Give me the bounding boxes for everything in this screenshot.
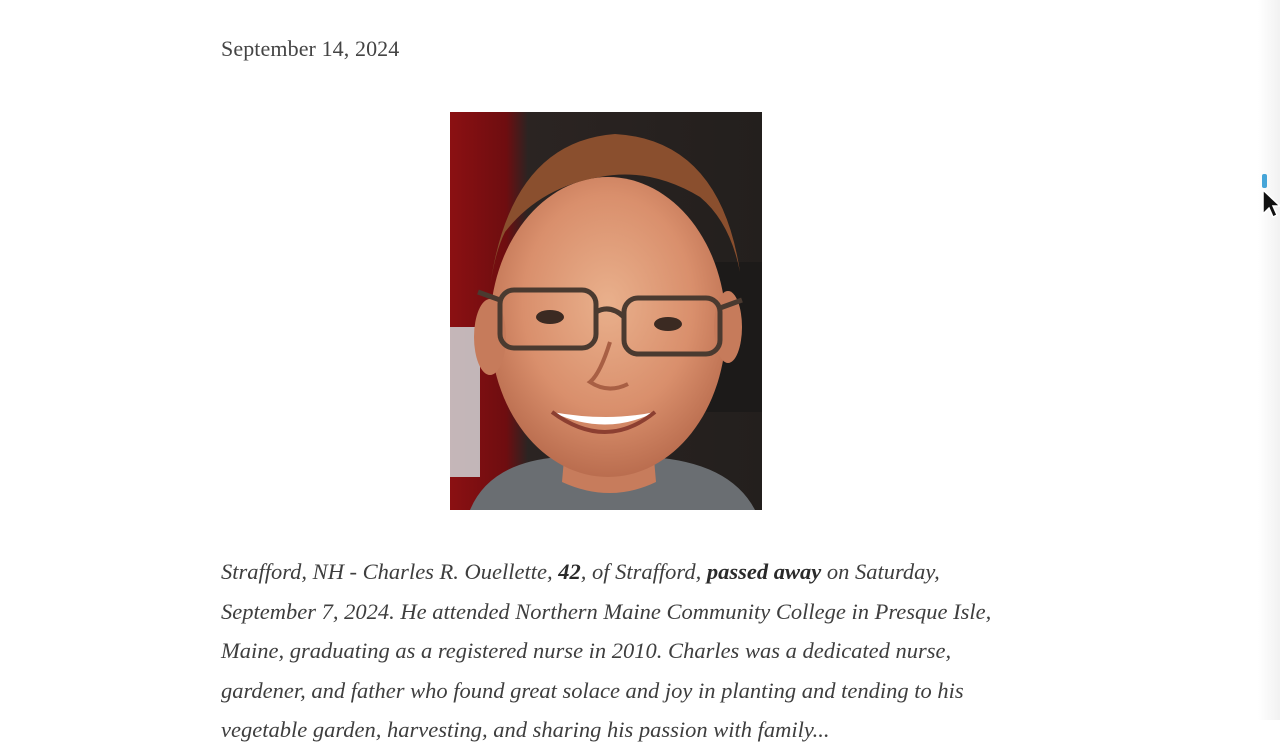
scroll-indicator[interactable] xyxy=(1262,174,1267,188)
article-after-age: , of Strafford, xyxy=(580,559,707,584)
article-age: 42 xyxy=(558,559,581,584)
publish-date: September 14, 2024 xyxy=(221,36,400,61)
article-passed-away: passed away xyxy=(706,559,822,584)
article-lead: Strafford, NH - Charles R. Ouellette, xyxy=(221,559,559,584)
obituary-photo xyxy=(450,112,762,510)
obituary-text xyxy=(221,552,1011,750)
mouse-pointer-icon xyxy=(1261,188,1281,218)
article-rest: on Saturday, September 7, 2024. He attended Northern Maine Community College in Presque Isle, Maine, graduating as a registered nurse in 2010. Charles was a dedicated nurse, gardener, and father who found great solace and joy in planting and tending to his vegetable garden, harvesting, and sharing his passion with family... xyxy=(221,559,992,742)
right-edge-shadow xyxy=(1258,0,1280,720)
faded-page-header xyxy=(220,0,780,12)
